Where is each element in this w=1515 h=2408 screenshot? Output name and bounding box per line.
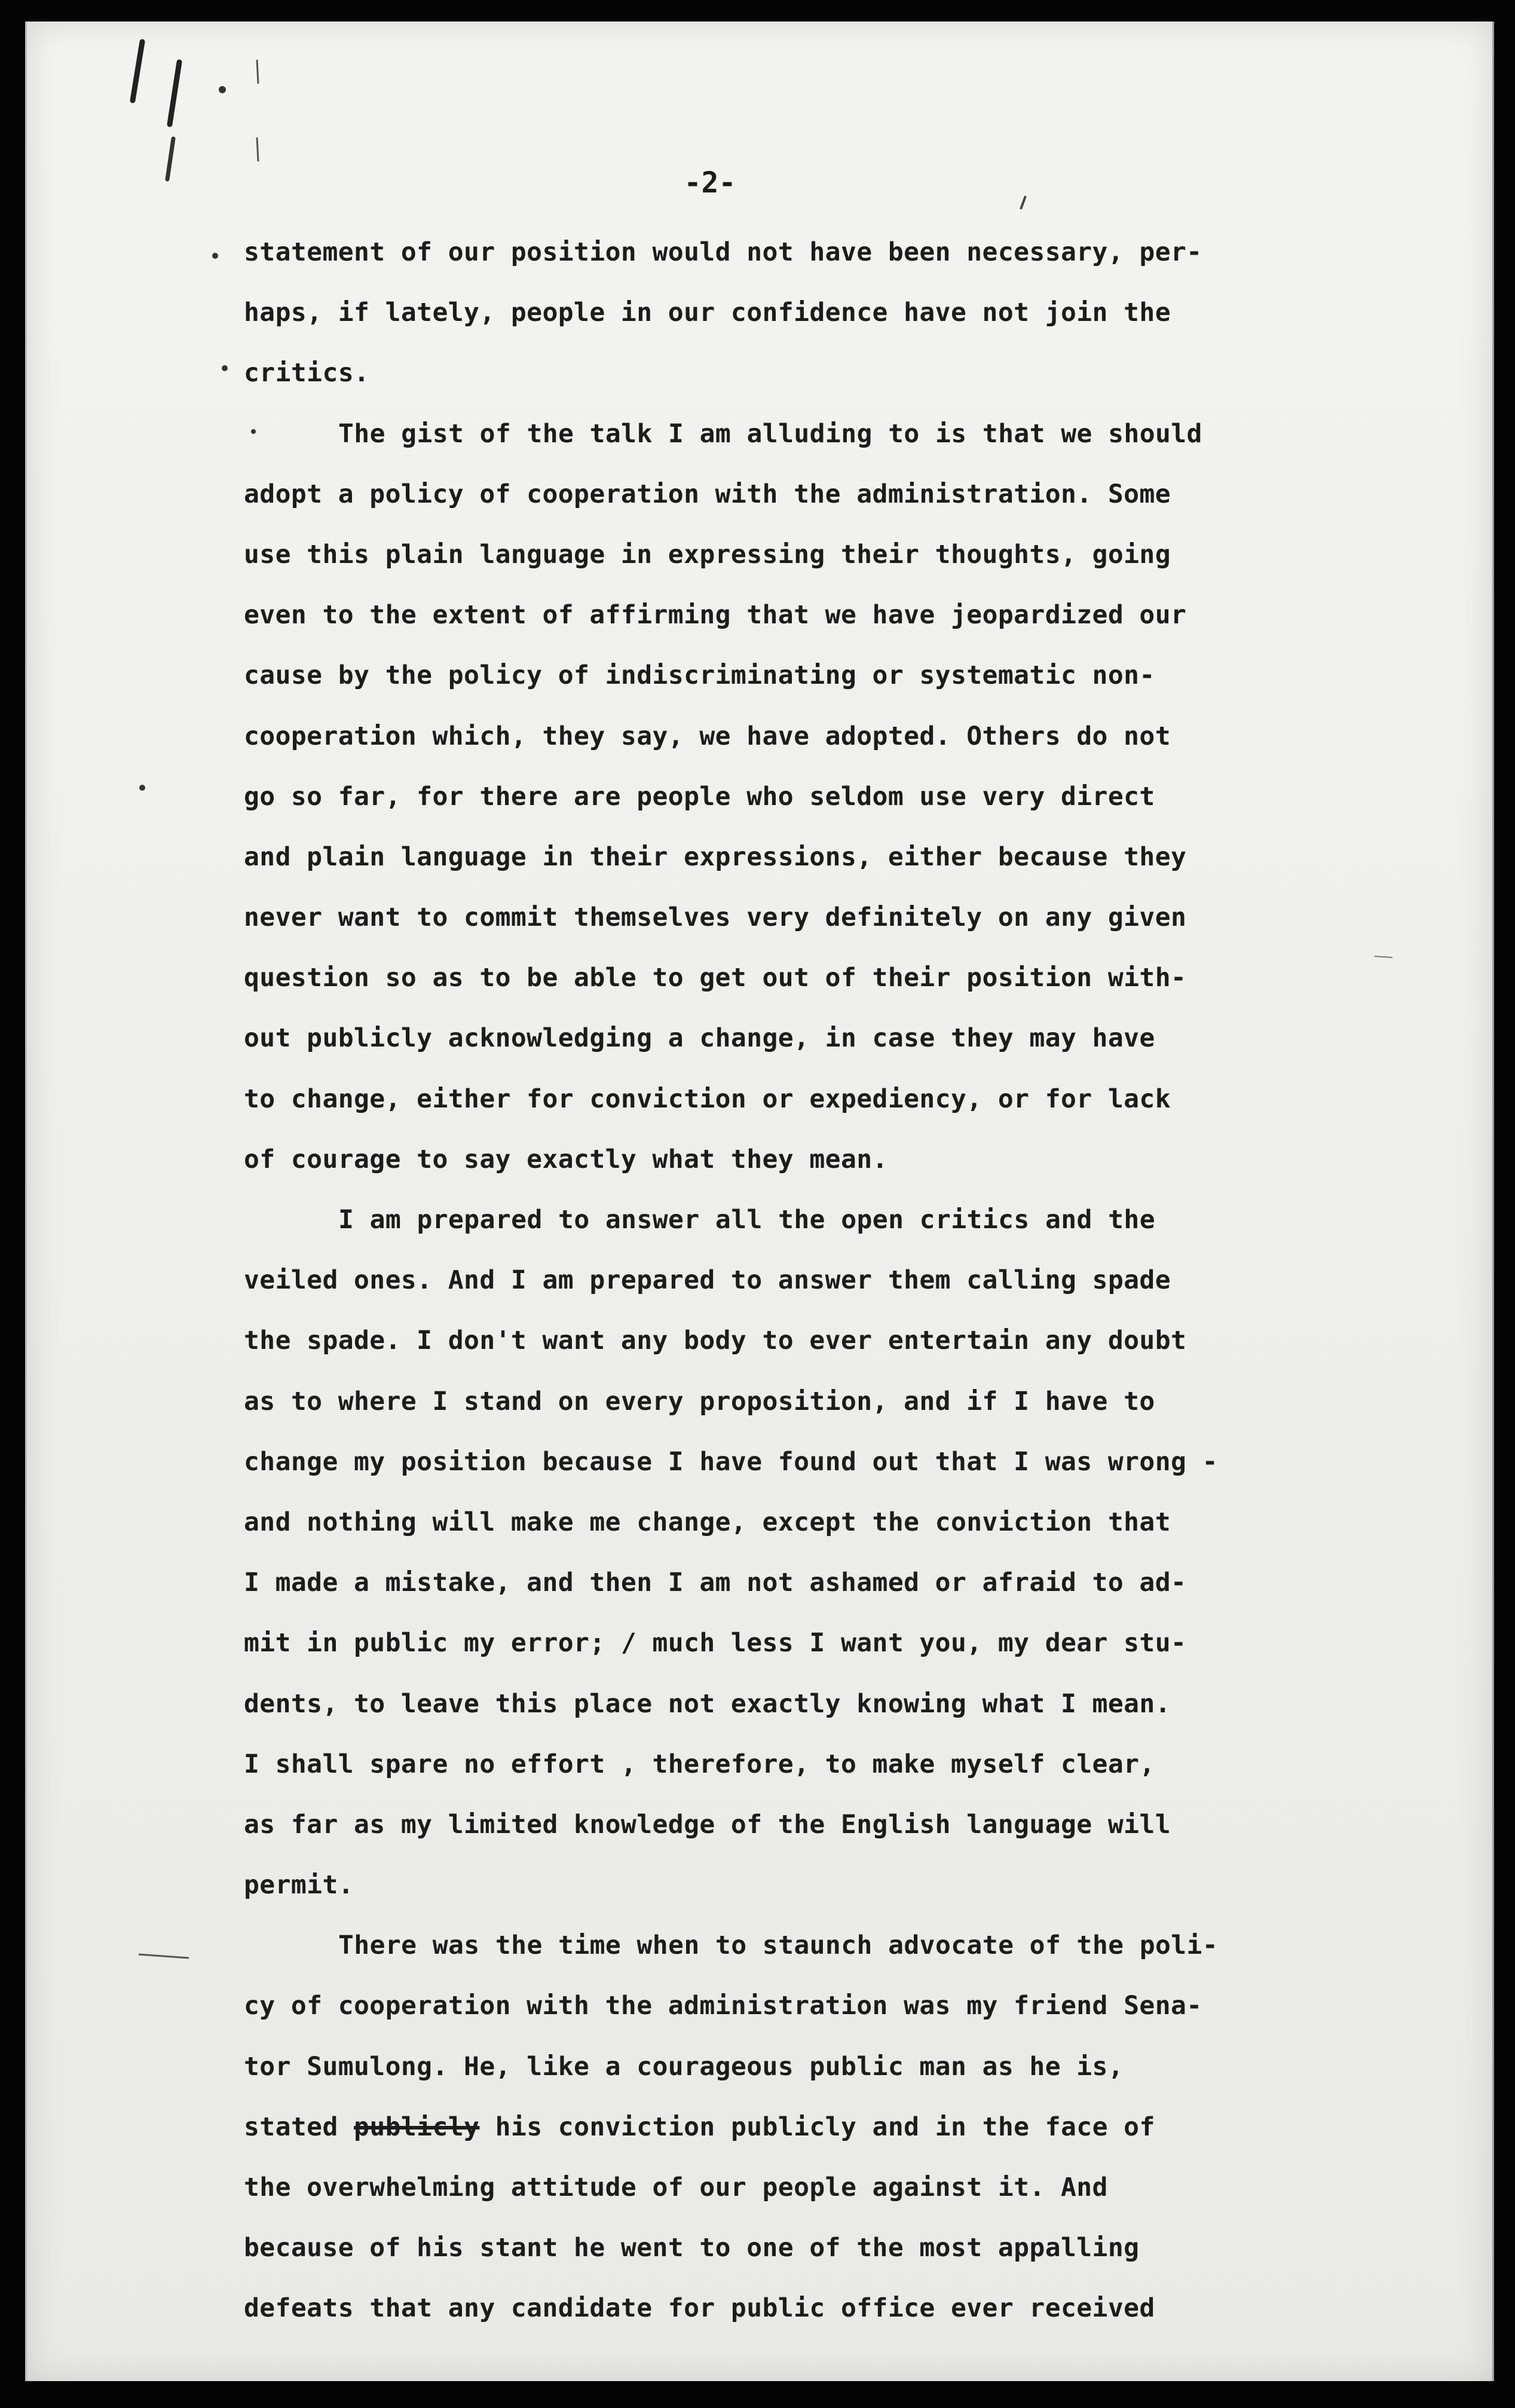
text-segment: his conviction publicly and in the face of xyxy=(479,2112,1155,2142)
text-line: cy of cooperation with the administration was my friend Sena- xyxy=(244,1991,1202,2021)
text-line: haps, if lately, people in our confidence have not join the xyxy=(244,298,1171,328)
text-line: out publicly acknowledging a change, in case they may have xyxy=(244,1023,1155,1054)
text-line: mit in public my error; / much less I want you, my dear stu- xyxy=(244,1628,1187,1659)
text-line: to change, either for conviction or expediency, or for lack xyxy=(244,1084,1171,1114)
text-line: use this plain language in expressing their thoughts, going xyxy=(244,539,1171,570)
text-line: adopt a policy of cooperation with the administration. Some xyxy=(244,479,1171,509)
text-line: critics. xyxy=(244,358,370,388)
text-line xyxy=(244,2097,1367,2158)
text-line: because of his stant he went to one of the most appalling xyxy=(244,2233,1140,2263)
text-line: cooperation which, they say, we have adopted. Others do not xyxy=(244,721,1171,751)
text-line: the overwhelming attitude of our people against it. And xyxy=(244,2173,1108,2202)
text-line: I made a mistake, and then I am not ashamed or afraid to ad- xyxy=(244,1568,1187,1598)
text-line: I am prepared to answer all the open critics and the xyxy=(338,1205,1155,1235)
text-line: and plain language in their expressions, either because they xyxy=(244,842,1187,872)
letter-body xyxy=(244,222,1367,2339)
struck-word: publicly xyxy=(354,2112,480,2142)
text-line: The gist of the talk I am alluding to is that we should xyxy=(338,418,1202,449)
text-line: of courage to say exactly what they mean. xyxy=(244,1144,888,1174)
text-line: change my position because I have found out that I was wrong - xyxy=(244,1446,1218,1477)
text-line: never want to commit themselves very definitely on any given xyxy=(244,902,1187,933)
text-line: as to where I stand on every proposition, and if I have to xyxy=(244,1386,1155,1416)
text-line: permit. xyxy=(244,1870,354,1901)
text-line: dents, to leave this place not exactly knowing what I mean. xyxy=(244,1688,1171,1719)
text-line: There was the time when to staunch advocate of the poli- xyxy=(338,1930,1219,1961)
text-line: defeats that any candidate for public office ever received xyxy=(244,2293,1155,2324)
text-line: and nothing will make me change, except the conviction that xyxy=(244,1507,1171,1537)
text-line: even to the extent of affirming that we have jeopardized our xyxy=(244,600,1187,631)
text-line: the spade. I don't want any body to ever entertain any doubt xyxy=(244,1326,1187,1356)
text-line: question so as to be able to get out of their position with- xyxy=(244,963,1187,993)
text-line: go so far, for there are people who seldom use very direct xyxy=(244,781,1155,812)
text-line: I shall spare no effort , therefore, to make myself clear, xyxy=(244,1749,1155,1779)
page-number: -2- xyxy=(684,166,736,200)
text-line: as far as my limited knowledge of the English language will xyxy=(244,1809,1171,1840)
text-line: cause by the policy of indiscriminating or systematic non- xyxy=(244,660,1155,691)
text-line: statement of our position would not have been necessary, per- xyxy=(244,237,1202,267)
text-line: veiled ones. And I am prepared to answer them calling spade xyxy=(244,1265,1171,1296)
text-segment: stated xyxy=(244,2112,354,2142)
text-line: tor Sumulong. He, like a courageous public man as he is, xyxy=(244,2051,1124,2082)
